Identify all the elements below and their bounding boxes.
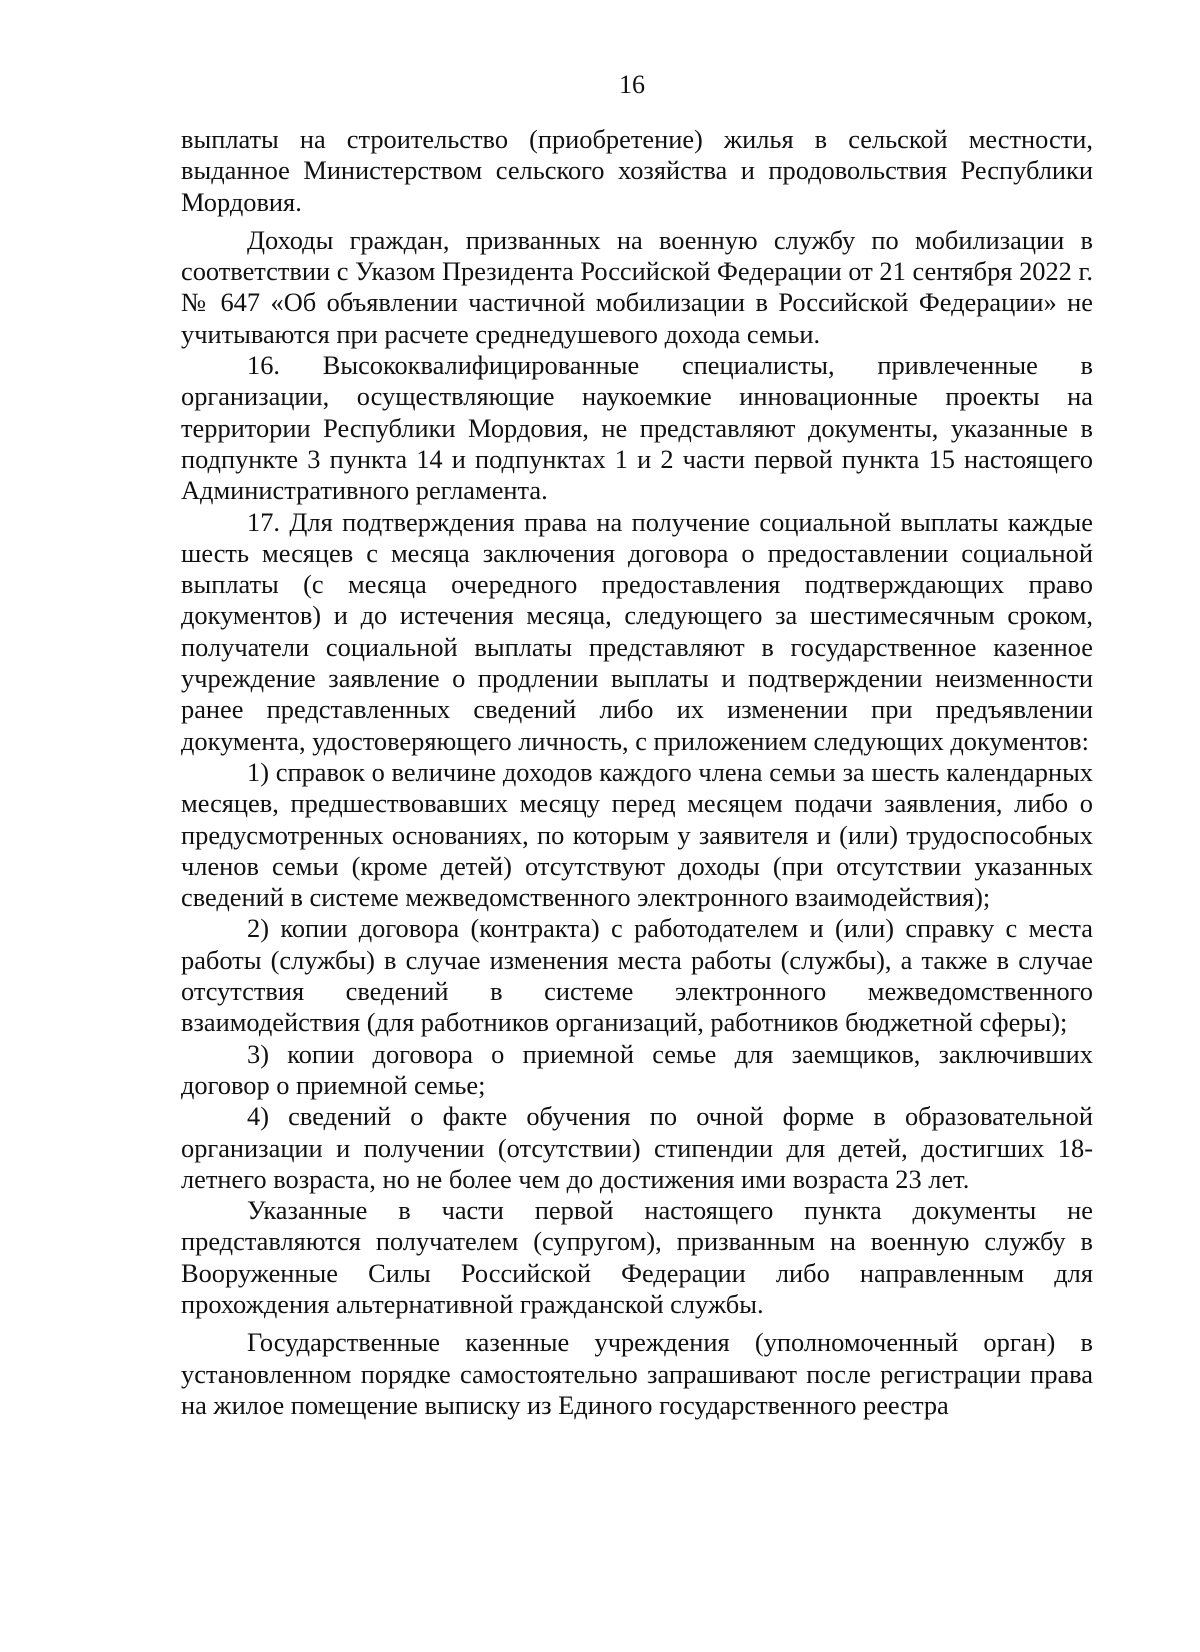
list-item-1: 1) справок о величине доходов каждого члена семьи за шесть календарных месяцев, предшествовавших месяцу перед месяцем подачи заявления, либо о предусмотренных основаниях, по которым у заявителя и (или) трудоспособных членов семьи (кроме детей) отсутствуют доходы (при отсутствии указанных сведений в системе межведомственного электронного взаимодействия); — [181, 756, 1093, 913]
paragraph-mobilization-income: Доходы граждан, призванных на военную службу по мобилизации в соответствии с Указом Президента Российской Федерации от 21 сентября 2022 г. № 647 «Об объявлении частичной мобилизации в Российской Федерации» не учитываются при расчете среднедушевого дохода семьи. — [181, 224, 1093, 349]
page-number: 16 — [619, 70, 645, 99]
list-item-2: 2) копии договора (контракта) с работодателем и (или) справку с места работы (службы) в случае изменения места работы (службы), а также в случае отсутствия сведений в системе электронного межведомственного взаимодействия (для работников организаций, работников бюджетной сферы); — [181, 913, 1093, 1038]
list-item-4: 4) сведений о факте обучения по очной форме в образовательной организации и получении (отсутствии) стипендии для детей, достигших 18-летнего возраста, но не более чем до достижения ими возраста 23 лет. — [181, 1101, 1093, 1194]
paragraph-exemption: Указанные в части первой настоящего пункта документы не представляются получателем (супругом), призванным на военную службу в Вооруженные Силы Российской Федерации либо направленным для прохождения альтернативной гражданской службы. — [181, 1195, 1093, 1319]
list-item-3: 3) копии договора о приемной семье для заемщиков, заключивших договор о приемной семье; — [181, 1038, 1093, 1100]
document-body — [181, 124, 1093, 1421]
paragraph-item-17: 17. Для подтверждения права на получение социальной выплаты каждые шесть месяцев с месяца заключения договора о предоставлении социальной выплаты (с месяца очередного предоставления подтверждающих право документов) и до истечения месяца, следующего за шестимесячным сроком, получатели социальной выплаты представляют в государственное казенное учреждение заявление о продлении выплаты и подтверждении неизменности ранее представленных сведений либо их изменении при предъявлении документа, удостоверяющего личность, с приложением следующих документов: — [181, 506, 1093, 756]
paragraph-state-institutions: Государственные казенные учреждения (уполномоченный орган) в установленном порядке самостоятельно запрашивают после регистрации права на жилое помещение выписку из Единого государственного реестра — [181, 1327, 1093, 1420]
paragraph-continuation: выплаты на строительство (приобретение) жилья в сельской местности, выданное Министерством сельского хозяйства и продовольствия Республики Мордовия. — [181, 124, 1093, 217]
paragraph-item-16: 16. Высококвалифицированные специалисты, привлеченные в организации, осуществляющие наукоемкие инновационные проекты на территории Республики Мордовия, не представляют документы, указанные в подпункте 3 пункта 14 и подпунктах 1 и 2 части первой пункта 15 настоящего Административного регламента. — [181, 350, 1093, 506]
